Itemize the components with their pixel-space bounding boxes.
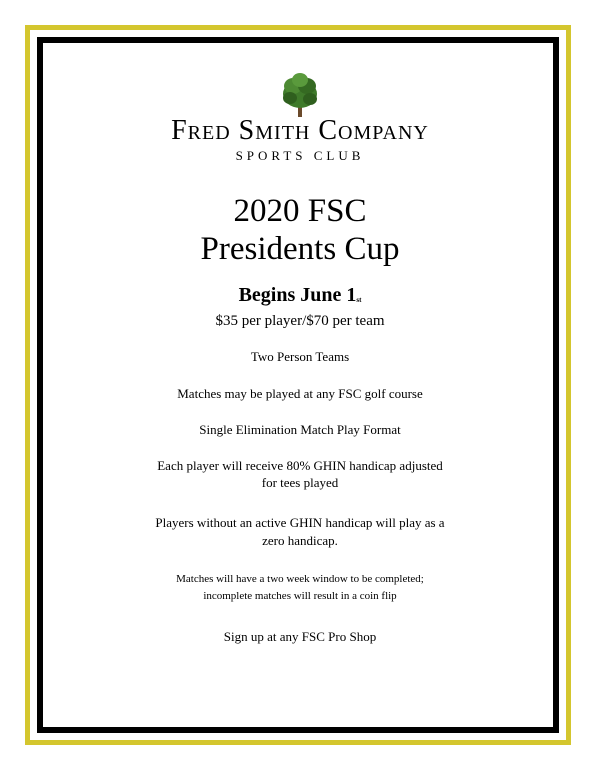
handicap-line-1: Each player will receive 80% GHIN handicap adjusted (157, 458, 443, 473)
start-date-text: Begins June 1 (238, 284, 357, 306)
no-ghin-line-1: Players without an active GHIN handicap will play as a (155, 515, 445, 530)
company-subtitle: SPORTS CLUB (235, 148, 365, 163)
teams-line: Two Person Teams (250, 349, 350, 364)
start-date (0, 283, 600, 311)
courses-line: Matches may be played at any FSC golf course (177, 386, 423, 401)
company-name: Fred Smith Company (171, 115, 429, 146)
handicap-line-2: for tees played (261, 475, 339, 490)
window-line-2: incomplete matches will result in a coin flip (203, 590, 397, 602)
event-title-line1: 2020 FSC (233, 193, 367, 229)
event-title-line2: Presidents Cup (200, 231, 400, 267)
start-date-suffix: st (356, 296, 362, 304)
tree-icon (280, 72, 320, 118)
no-ghin-line-2: zero handicap. (262, 533, 338, 548)
price-line: $35 per player/$70 per team (215, 313, 385, 329)
window-line-1: Matches will have a two week window to be completed; (176, 573, 424, 585)
format-line: Single Elimination Match Play Format (199, 422, 401, 437)
signup-line: Sign up at any FSC Pro Shop (223, 629, 377, 644)
